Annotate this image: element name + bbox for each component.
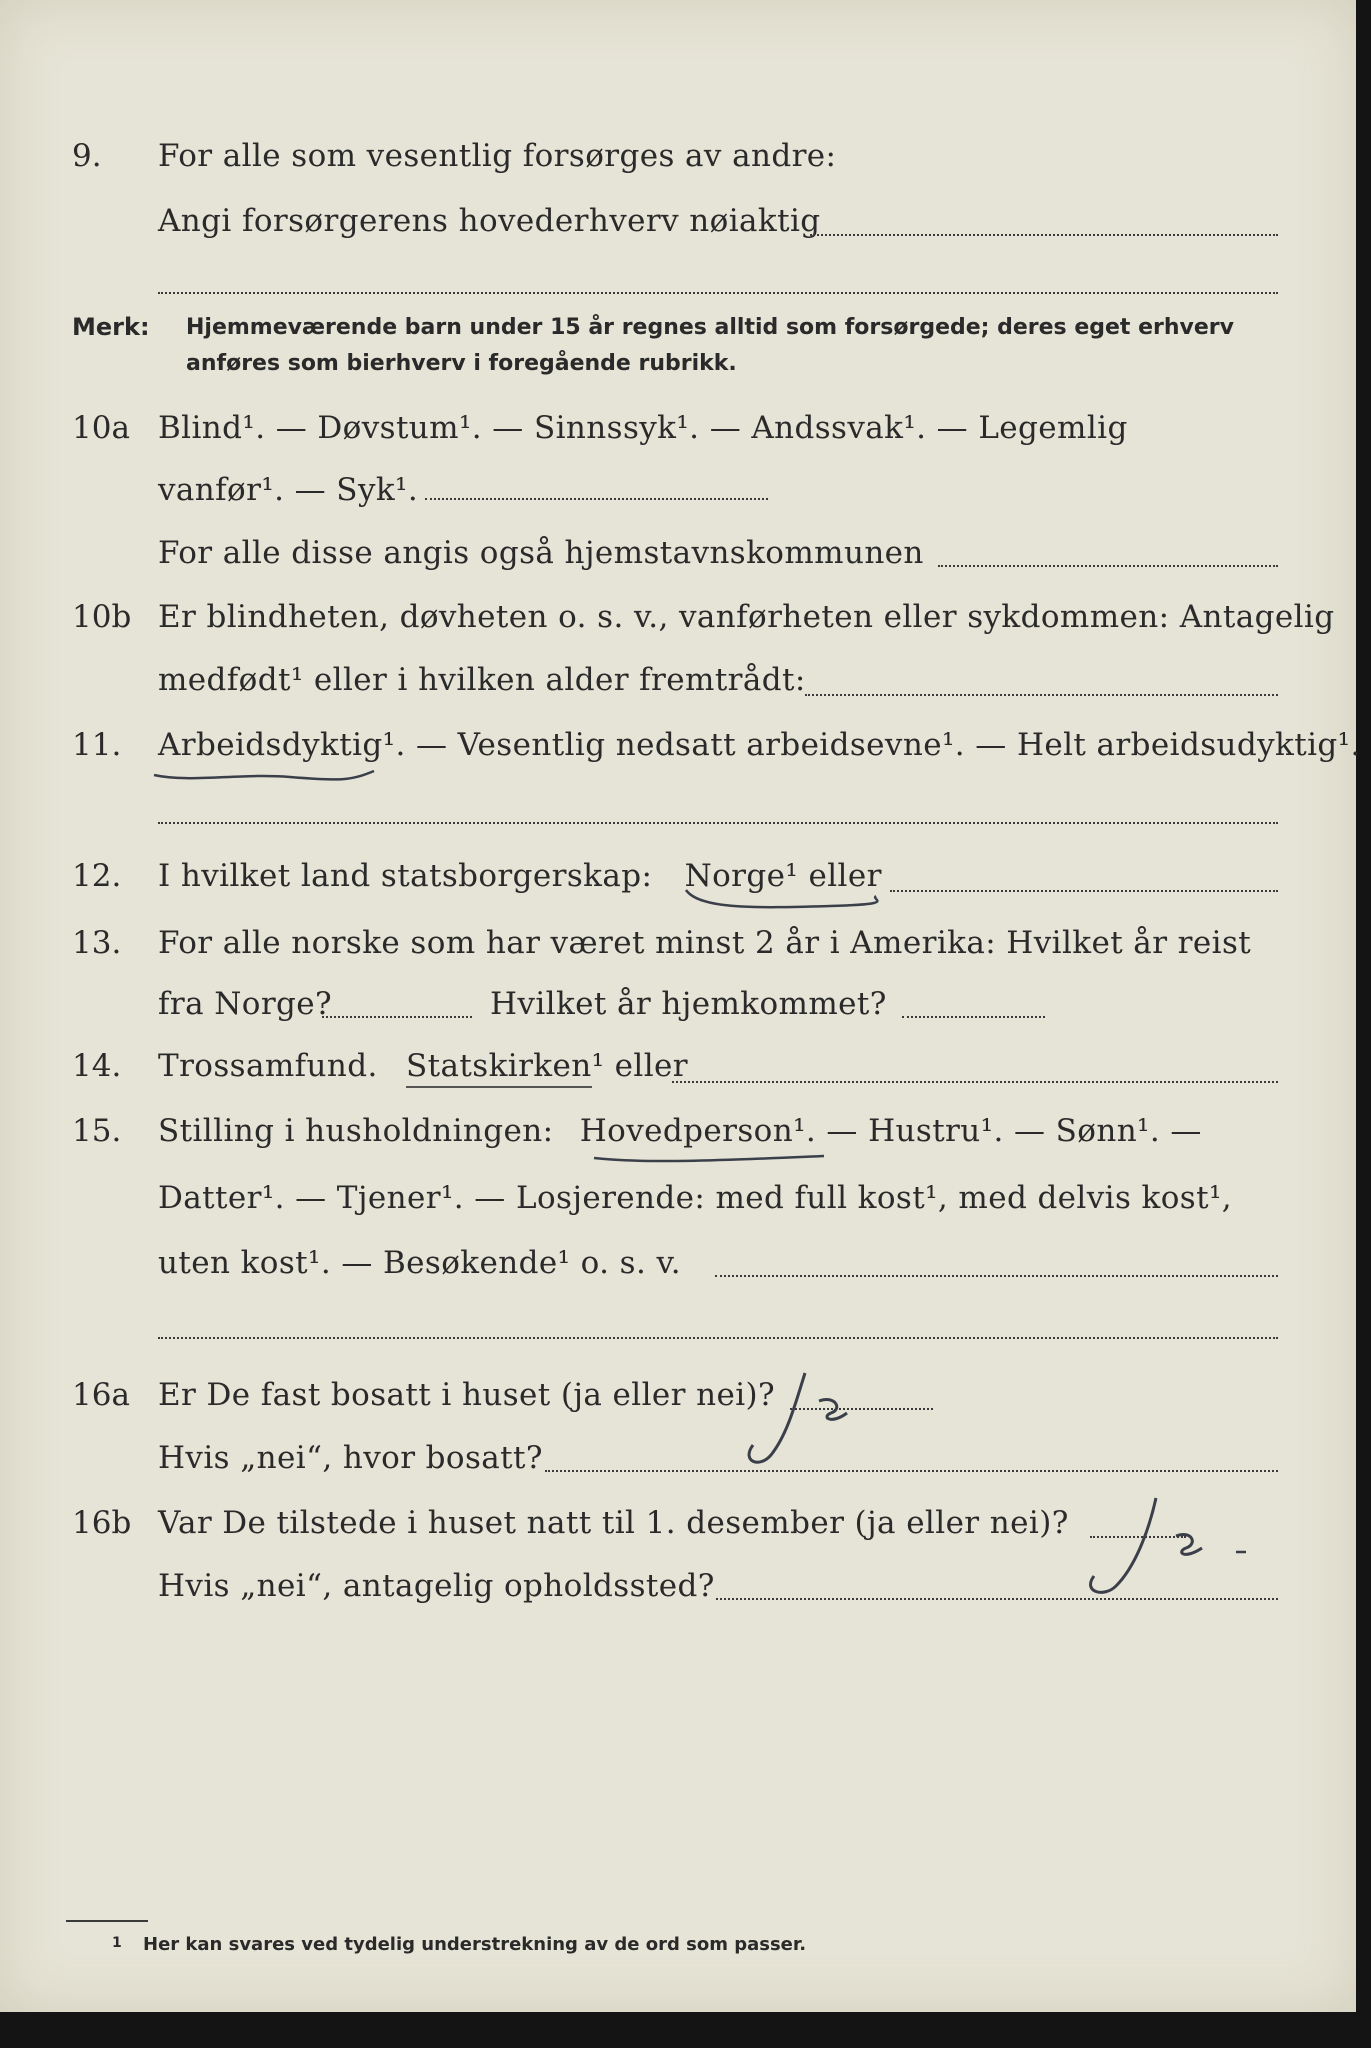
footnote-text: Her kan svares ved tydelig understrekning av de ord som passer. — [143, 1934, 807, 1955]
q14-number: 14. — [72, 1048, 122, 1084]
merk-line2: anføres som bierhverv i foregående rubrikk. — [186, 351, 737, 376]
q10a-line2: vanfør¹. — Syk¹. — [158, 472, 419, 508]
q10b-answer-line — [805, 694, 1278, 696]
q14-prefix: Trossamfund. — [158, 1048, 378, 1084]
q10b-line2: medfødt¹ eller i hvilken alder fremtrådt: — [158, 662, 806, 698]
q13-departed-answer-line — [322, 1016, 472, 1018]
q11-pen-underline — [150, 757, 380, 787]
q10b-line1: Er blindheten, døvheten o. s. v., vanførheten eller sykdommen: Antagelig — [158, 599, 1335, 635]
q10a-number: 10a — [72, 410, 130, 446]
q9-line2: Angi forsørgerens hovederhverv nøiaktig — [158, 203, 821, 239]
q10a-home-municipality-line — [938, 565, 1278, 567]
q13-line1: For alle norske som har været minst 2 år i Amerika: Hvilket år reist — [158, 925, 1252, 961]
q16b-line2: Hvis „nei“, antagelig opholdssted? — [158, 1568, 715, 1604]
q15-prefix: Stilling i husholdningen: — [158, 1113, 554, 1149]
footnote-mark: 1 — [112, 1935, 122, 1951]
q16a-number: 16a — [72, 1377, 130, 1413]
q16b-handwritten-ja — [1060, 1490, 1260, 1600]
q15-extra-line — [158, 1337, 1278, 1339]
q9-number: 9. — [72, 138, 102, 174]
q13-line2b: Hvilket år hjemkommet? — [490, 986, 887, 1022]
q13-number: 13. — [72, 925, 122, 961]
q15-line3: uten kost¹. — Besøkende¹ o. s. v. — [158, 1245, 681, 1281]
q16a-line1: Er De fast bosatt i huset (ja eller nei)? — [158, 1377, 776, 1413]
q15-suffix: ¹. — Hustru¹. — Sønn¹. — — [793, 1113, 1202, 1149]
q16b-where-answer-line — [716, 1598, 1278, 1600]
q9-line1: For alle som vesentlig forsørges av andre: — [158, 138, 837, 174]
q13-returned-answer-line — [902, 1016, 1045, 1018]
q12-answer-line — [890, 890, 1278, 892]
q12-suffix: ¹ eller — [785, 858, 882, 894]
q12-prefix: I hvilket land statsborgerskap: — [158, 858, 653, 894]
q16a-handwritten-ja — [735, 1365, 905, 1470]
q11-rest: ¹. — Vesentlig nedsatt arbeidsevne¹. — Helt arbeidsudyktig¹. — [382, 727, 1361, 763]
q11-able-option: Arbeidsdyktig — [158, 727, 383, 763]
q15-pen-underline — [590, 1146, 830, 1170]
merk-label: Merk: — [72, 313, 150, 341]
q15-answer-line — [715, 1275, 1278, 1277]
q12-number: 12. — [72, 858, 122, 894]
q10b-number: 10b — [72, 599, 132, 635]
q9-answer-line — [810, 234, 1278, 236]
q14-line — [158, 1048, 688, 1084]
q10a-line1: Blind¹. — Døvstum¹. — Sinnssyk¹. — Andssvak¹. — Legemlig — [158, 410, 1128, 446]
q13-line2a: fra Norge? — [158, 986, 333, 1022]
q9-extra-line — [158, 292, 1278, 294]
q16b-number: 16b — [72, 1505, 132, 1541]
q11-number: 11. — [72, 727, 122, 763]
q10a-sick-answer-line — [425, 498, 768, 500]
q16a-line2: Hvis „nei“, hvor bosatt? — [158, 1440, 543, 1476]
footnote-separator — [66, 1920, 148, 1922]
q10a-line3: For alle disse angis også hjemstavnskommunen — [158, 535, 924, 571]
q14-suffix: ¹ eller — [591, 1048, 689, 1084]
q16b-line1: Var De tilstede i huset natt til 1. desember (ja eller nei)? — [158, 1505, 1069, 1541]
q15-line1 — [158, 1113, 1202, 1149]
q15-line2: Datter¹. — Tjener¹. — Losjerende: med full kost¹, med delvis kost¹, — [158, 1180, 1233, 1216]
q12-norway-option: Norge — [684, 858, 786, 894]
q14-answer-line — [672, 1081, 1278, 1083]
q15-head-option: Hovedperson — [579, 1113, 794, 1149]
q11-extra-line — [158, 822, 1278, 824]
q14-state-church-option: Statskirken — [406, 1048, 592, 1088]
q15-number: 15. — [72, 1113, 122, 1149]
q16a-where-answer-line — [545, 1470, 1278, 1472]
merk-line1: Hjemmeværende barn under 15 år regnes alltid som forsørgede; deres eget erhverv — [186, 315, 1234, 340]
q12-pen-underline — [680, 880, 880, 914]
